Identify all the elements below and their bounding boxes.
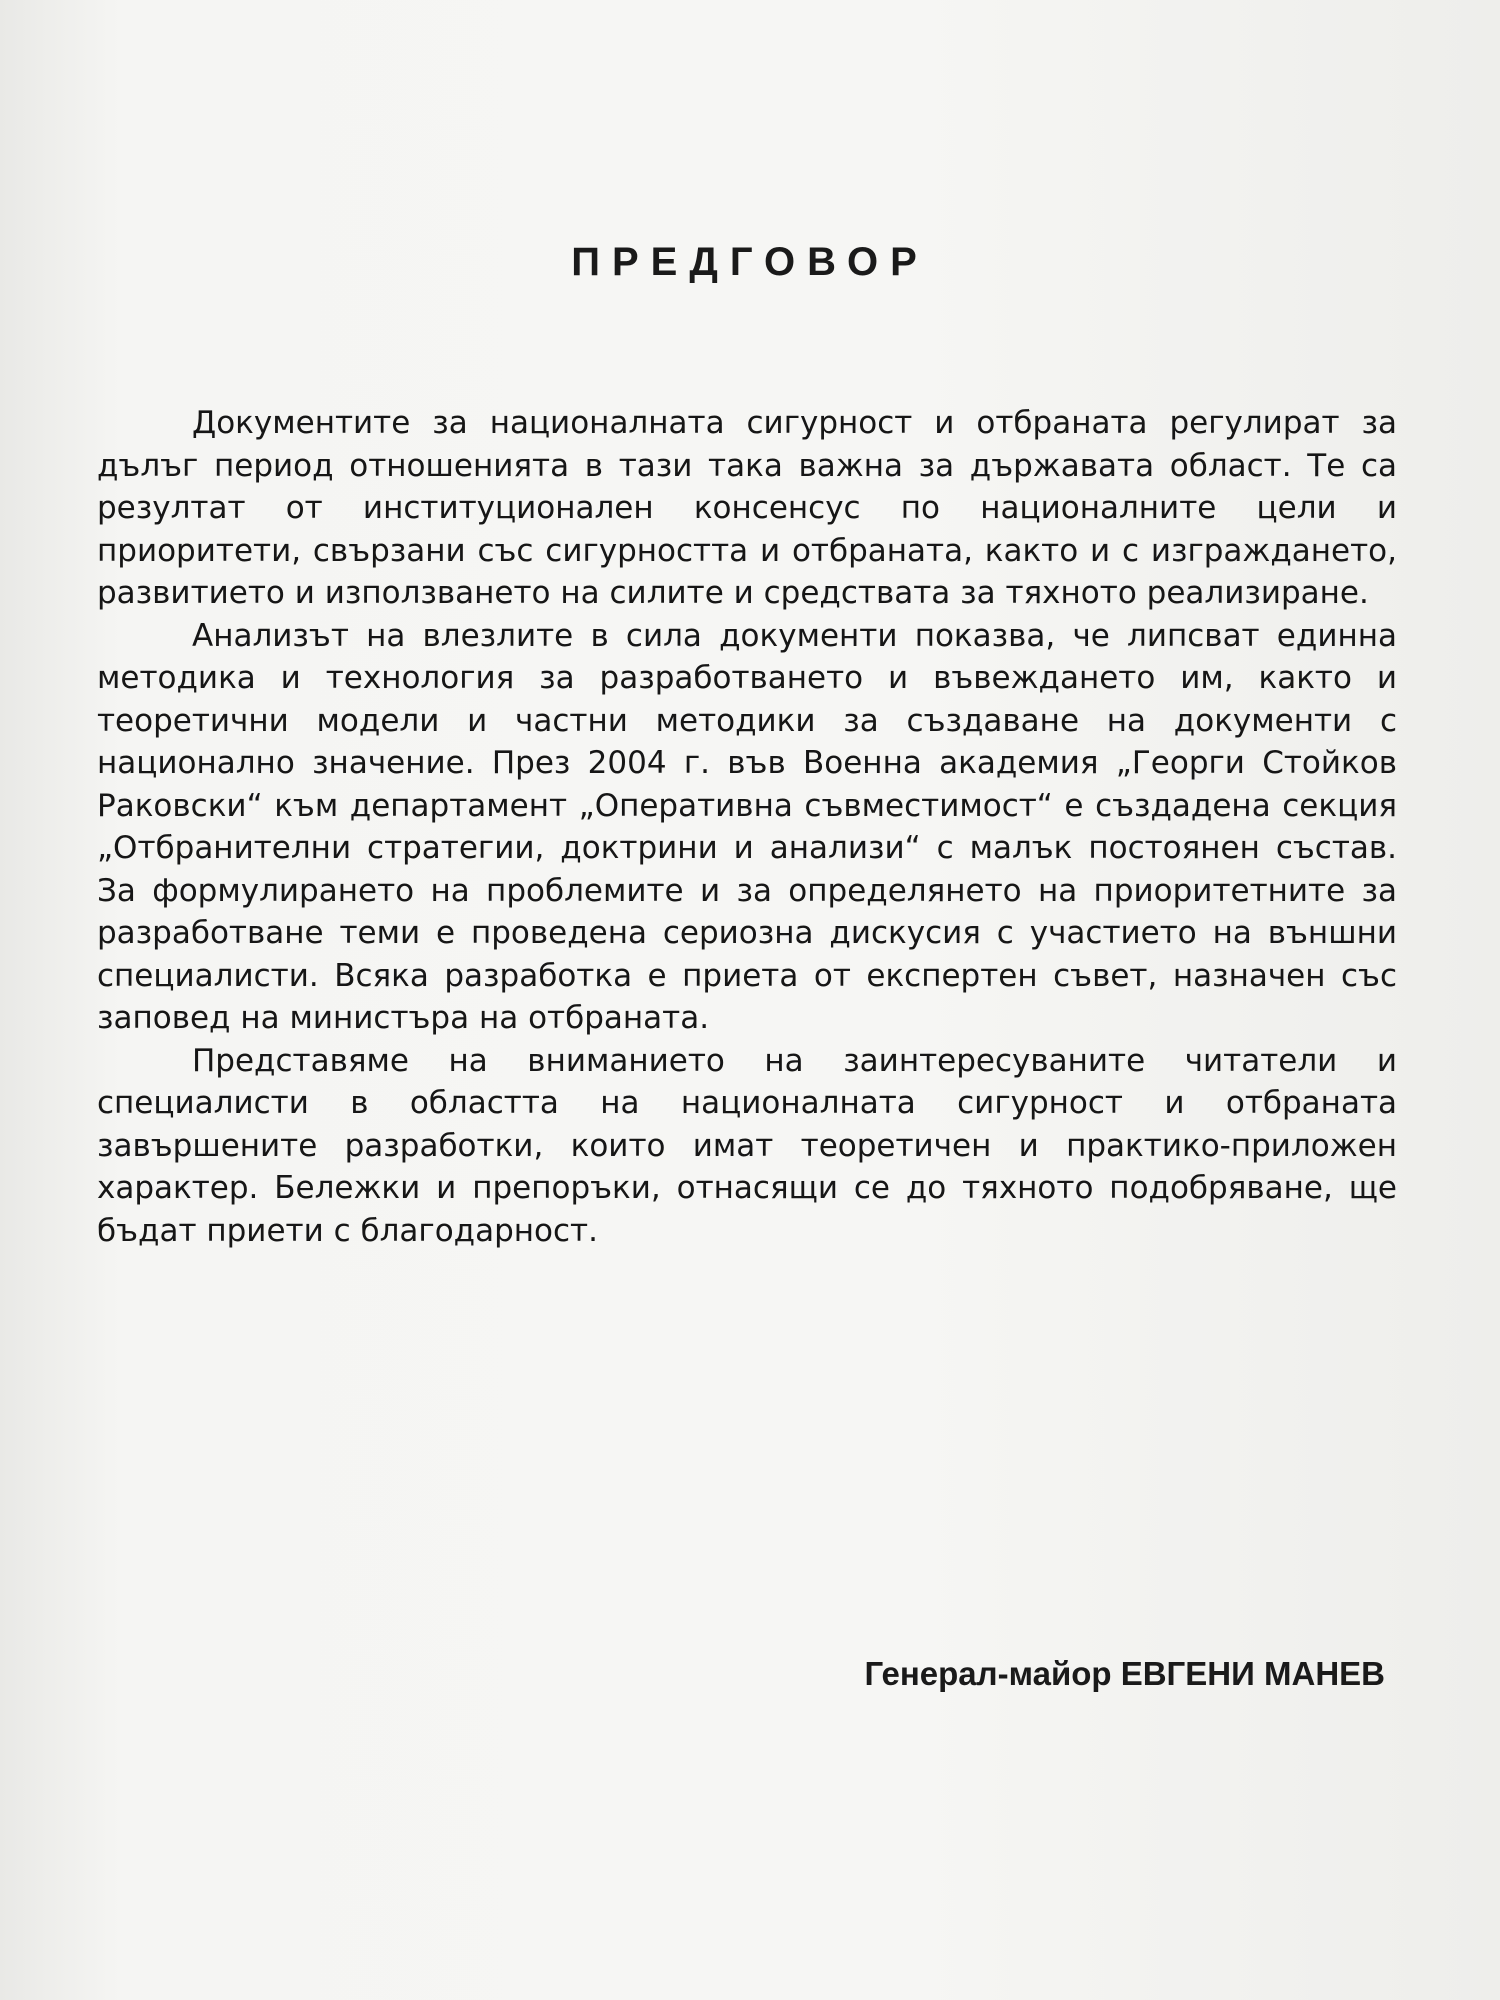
paragraph-3: Представяме на вниманието на заинтересуваните читатели и специалисти в областта на националната сигурност и отбраната завършените разработки, които имат теоретичен и практико-приложен характер. Бележки и препоръки, отнасящи се до тяхното подобряване, ще бъдат приети с благодарност. [97, 1042, 1397, 1249]
body-text [97, 402, 1397, 1252]
page-title: ПРЕДГОВОР [571, 240, 929, 284]
paragraph-1: Документите за националната сигурност и отбраната регулират за дълъг период отношенията в тази така важна за държавата област. Те са резултат от институционален консенсус по националните цели и приоритети, свързани със сигурността и отбраната, както и с изграждането, развитието и използването на силите и средствата за тяхното реализиране. [97, 405, 1397, 611]
signature: Генерал-майор ЕВГЕНИ МАНЕВ [864, 1655, 1385, 1692]
paragraph-2: Анализът на влезлите в сила документи показва, че липсват единна методика и технология за разработването и въвеждането им, както и теоретични модели и частни методики за създаване на документи с национално значение. През 2004 г. във Военна академия „Георги Стойков Раковски“ към департамент „Оперативна съвместимост“ е създадена секция „Отбранителни стратегии, доктрини и анализи“ с малък постоянен състав. За формулирането на проблемите и за определянето на приоритетните за разработване теми е проведена сериозна дискусия с участието на външни специалисти. Всяка разработка е приета от експертен съвет, назначен със заповед на министъра на отбраната. [97, 617, 1397, 1036]
